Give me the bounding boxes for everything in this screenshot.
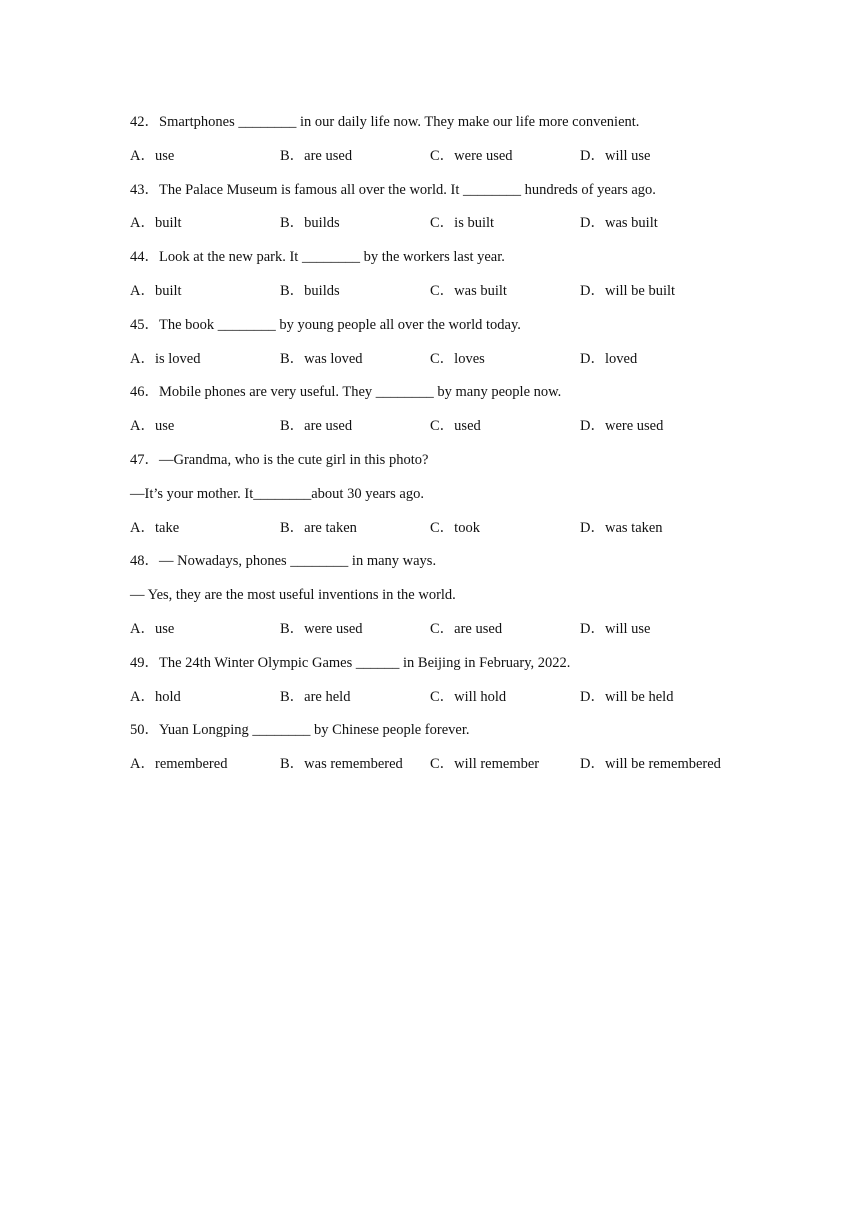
option-text: take (154, 519, 180, 536)
option-text: used (454, 418, 481, 435)
option-letter: A． (130, 688, 155, 705)
option-letter: C． (430, 215, 455, 232)
option-text: was remembered (304, 756, 403, 773)
answer-option (280, 347, 430, 381)
option-letter: D． (580, 620, 605, 637)
option-letter: A． (130, 519, 155, 536)
option-text: took (454, 519, 480, 536)
question-stem: 45．The book ________ by young people all over the world today. (130, 316, 521, 333)
answer-option (580, 279, 675, 313)
answer-option (130, 516, 280, 550)
option-text: is loved (154, 350, 201, 367)
option-letter: B． (280, 147, 305, 164)
answer-option (280, 144, 430, 178)
option-text: use (154, 418, 175, 435)
answer-options (130, 685, 750, 719)
answer-option (580, 516, 663, 550)
question-block (130, 380, 750, 448)
question-block (130, 245, 750, 313)
answer-option (430, 211, 580, 245)
option-letter: D． (580, 688, 605, 705)
question-stem: 50．Yuan Longping ________ by Chinese people forever. (130, 722, 470, 739)
option-text: will be held (604, 688, 674, 705)
answer-option (430, 752, 580, 786)
question-stem: 46．Mobile phones are very useful. They ________ by many people now. (130, 384, 562, 401)
option-letter: D． (580, 215, 605, 232)
option-text: were used (454, 147, 513, 164)
option-letter: D． (580, 350, 605, 367)
question-dialogue-line: —It’s your mother. It________about 30 years ago. (130, 485, 424, 502)
option-letter: D． (580, 282, 605, 299)
answer-option (430, 516, 580, 550)
answer-options (130, 752, 750, 786)
answer-option (280, 414, 430, 448)
option-text: built (154, 215, 182, 232)
option-letter: A． (130, 418, 155, 435)
question-dialogue-line: — Yes, they are the most useful inventions in the world. (130, 587, 456, 604)
answer-option (430, 279, 580, 313)
option-text: are used (304, 418, 353, 435)
answer-option (130, 347, 280, 381)
option-letter: D． (580, 147, 605, 164)
option-letter: C． (430, 519, 455, 536)
answer-option (130, 279, 280, 313)
option-letter: C． (430, 282, 455, 299)
answer-options (130, 211, 750, 245)
option-text: were used (604, 418, 664, 435)
option-text: were used (304, 620, 363, 637)
answer-option (130, 752, 280, 786)
question-block (130, 313, 750, 381)
option-letter: B． (280, 620, 305, 637)
option-text: builds (304, 282, 340, 299)
option-text: will be remembered (604, 756, 721, 773)
option-letter: D． (580, 519, 605, 536)
option-letter: A． (130, 282, 155, 299)
question-block (130, 718, 750, 786)
answer-option (580, 685, 673, 719)
option-letter: B． (280, 215, 305, 232)
answer-option (430, 685, 580, 719)
option-text: was built (604, 215, 658, 232)
question-stem: 47．—Grandma, who is the cute girl in this photo? (130, 451, 429, 468)
answer-options (130, 617, 750, 651)
answer-option (430, 347, 580, 381)
answer-option (280, 279, 430, 313)
option-text: are taken (304, 519, 357, 536)
option-text: will use (604, 620, 651, 637)
option-letter: B． (280, 282, 305, 299)
answer-option (130, 211, 280, 245)
answer-options (130, 144, 750, 178)
answer-options (130, 279, 750, 313)
option-text: will hold (454, 688, 507, 705)
answer-option (280, 685, 430, 719)
option-letter: B． (280, 688, 305, 705)
answer-option (580, 617, 651, 651)
option-letter: B． (280, 756, 305, 773)
option-text: builds (304, 215, 340, 232)
answer-option (580, 347, 637, 381)
question-block (130, 178, 750, 246)
answer-option (130, 414, 280, 448)
option-letter: D． (580, 756, 605, 773)
question-block (130, 651, 750, 719)
option-text: is built (454, 215, 495, 232)
question-block (130, 110, 750, 178)
option-text: are used (454, 620, 503, 637)
option-letter: C． (430, 688, 455, 705)
option-letter: C． (430, 418, 455, 435)
answer-option (280, 752, 430, 786)
question-stem: 48．— Nowadays, phones ________ in many ways. (130, 553, 437, 570)
option-text: are used (304, 147, 353, 164)
option-letter: B． (280, 519, 305, 536)
answer-option (580, 211, 658, 245)
question-block (130, 448, 750, 549)
option-letter: C． (430, 756, 455, 773)
option-letter: C． (430, 147, 455, 164)
question-stem: 42．Smartphones ________ in our daily life now. They make our life more convenient. (130, 114, 640, 130)
option-text: was loved (304, 350, 363, 367)
option-letter: A． (130, 756, 155, 773)
option-text: will remember (454, 756, 540, 773)
answer-option (280, 211, 430, 245)
option-text: built (154, 282, 182, 299)
answer-option (130, 685, 280, 719)
option-letter: A． (130, 215, 155, 232)
answer-option (580, 414, 663, 448)
answer-options (130, 516, 750, 550)
answer-option (430, 617, 580, 651)
option-text: are held (304, 688, 351, 705)
option-text: was taken (604, 519, 663, 536)
option-text: will be built (604, 282, 676, 299)
option-text: loved (604, 350, 638, 367)
option-text: was built (454, 282, 507, 299)
option-letter: A． (130, 147, 155, 164)
option-letter: C． (430, 350, 455, 367)
option-text: use (154, 147, 175, 164)
option-text: loves (454, 350, 485, 367)
answer-options (130, 347, 750, 381)
option-letter: A． (130, 350, 155, 367)
option-letter: B． (280, 350, 305, 367)
question-stem: 43．The Palace Museum is famous all over the world. It ________ hundreds of years ago. (130, 181, 656, 198)
answer-option (430, 144, 580, 178)
option-letter: A． (130, 620, 155, 637)
answer-option (580, 144, 651, 178)
option-letter: B． (280, 418, 305, 435)
question-stem: 49．The 24th Winter Olympic Games ______ in Beijing in February, 2022. (130, 654, 571, 671)
option-text: hold (154, 688, 181, 705)
answer-option (580, 752, 721, 786)
answer-options (130, 414, 750, 448)
question-list (130, 110, 750, 786)
option-text: use (154, 620, 175, 637)
option-letter: D． (580, 418, 605, 435)
answer-option (280, 516, 430, 550)
option-text: remembered (154, 756, 228, 773)
answer-option (430, 414, 580, 448)
answer-option (130, 144, 280, 178)
question-stem: 44．Look at the new park. It ________ by the workers last year. (130, 249, 505, 266)
option-letter: C． (430, 620, 455, 637)
answer-option (130, 617, 280, 651)
option-text: will use (604, 147, 651, 164)
answer-option (280, 617, 430, 651)
question-block (130, 549, 750, 650)
